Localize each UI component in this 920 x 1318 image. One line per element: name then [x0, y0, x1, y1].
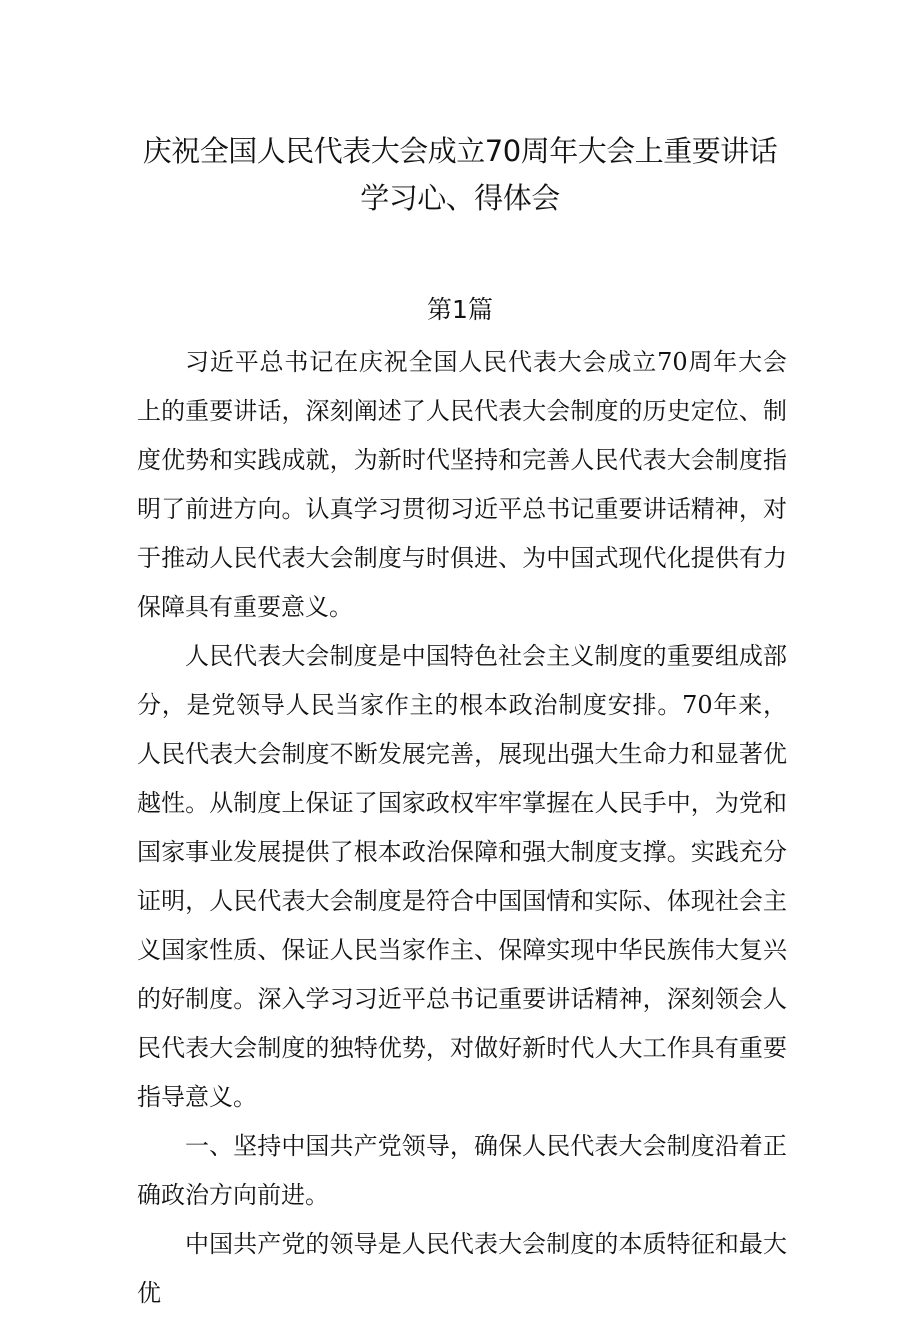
paragraph-3: 中国共产党的领导是人民代表大会制度的本质特征和最大优 [137, 1230, 787, 1307]
paragraph-2: 人民代表大会制度是中国特色社会主义制度的重要组成部分，是党领导人民当家作主的根本政治制度安排。70年来，人民代表大会制度不断发展完善，展现出强大生命力和显著优越性。从制度上保证了国家政权牢牢掌握在人民手中，为党和国家事业发展提供了根本政治保障和强大制度支撑。实践充分证明，人民代表大会制度是符合中国国情和实际、体现社会主义国家性质、保证人民当家作主、保障实现中华民族伟大复兴的好制度。深入学习习近平总书记重要讲话精神，深刻领会人民代表大会制度的独特优势，对做好新时代人大工作具有重要指导意义。 [137, 642, 787, 1111]
paragraph-1: 习近平总书记在庆祝全国人民代表大会成立70周年大会上的重要讲话，深刻阐述了人民代表大会制度的历史定位、制度优势和实践成就，为新时代坚持和完善人民代表大会制度指明了前进方向。认真学习贯彻习近平总书记重要讲话精神，对于推动人民代表大会制度与时俱进、为中国式现代化提供有力保障具有重要意义。 [137, 348, 787, 621]
subheading-1: 一、坚持中国共产党领导，确保人民代表大会制度沿着正确政治方向前进。 [137, 1132, 787, 1209]
document-body [137, 338, 787, 1318]
section-heading: 第1篇 [427, 295, 493, 324]
document-title-line-1: 庆祝全国人民代表大会成立70周年大会上重要讲话 [142, 134, 778, 168]
document-title-line-2: 学习心、得体会 [360, 181, 560, 215]
document-title [100, 128, 820, 222]
